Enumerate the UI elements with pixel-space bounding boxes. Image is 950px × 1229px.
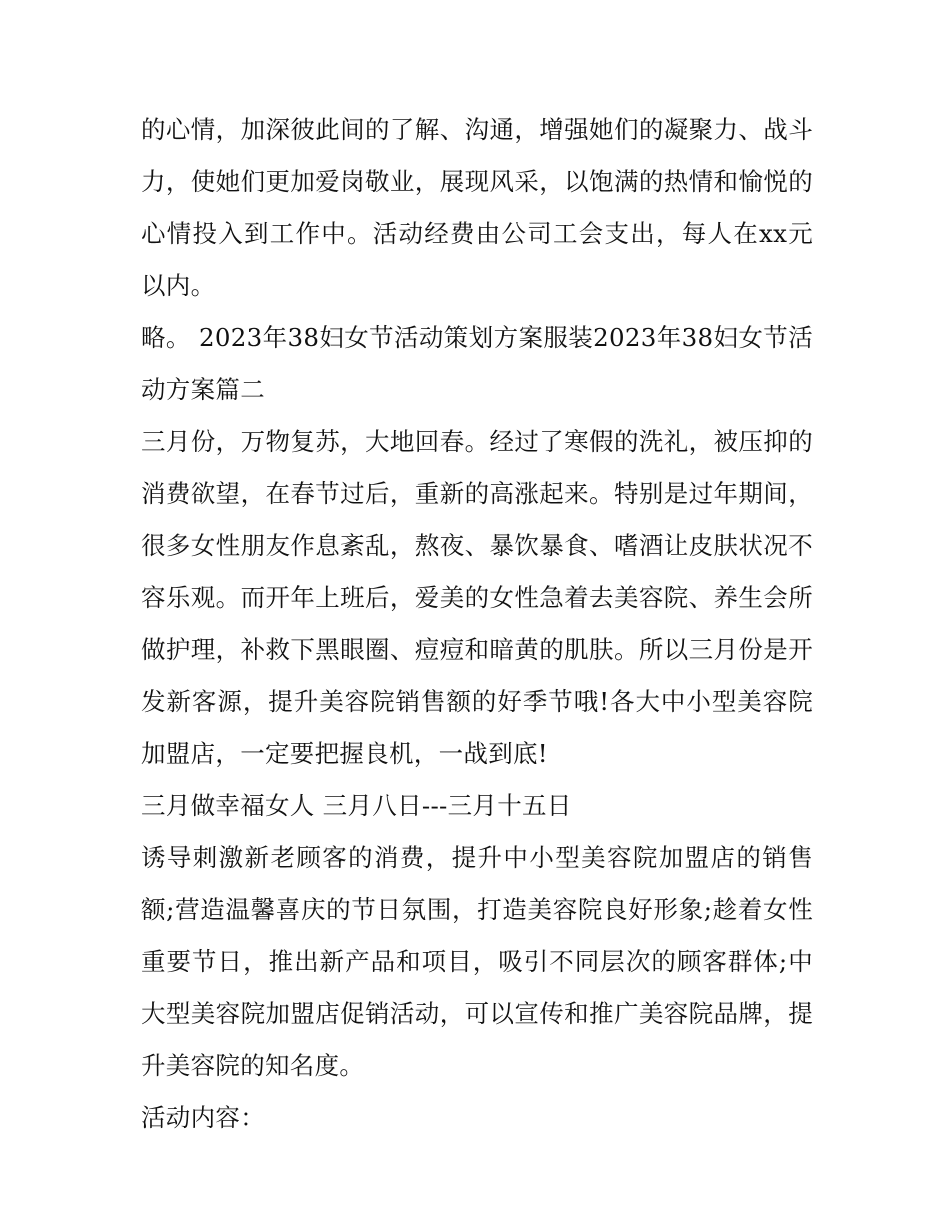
paragraph-activity-theme: 三月做幸福女人 三月八日---三月十五日 xyxy=(141,791,572,820)
paragraph-activity-content-label: 活动内容： xyxy=(141,1103,265,1132)
paragraph-activity-purpose: 诱导刺激新老顾客的消费，提升中小型美容院加盟店的销售额;营造温馨喜庆的节日氛围，打造美容院良好形象;趁着女性重要节日，推出新产品和项目，吸引不同层次的顾客群体;中大型美容院加盟店促销活动，可以宣传和推广美容院品牌，提升美容院的知名度。 xyxy=(141,843,813,1080)
paragraph-mood-closing: 的心情，加深彼此间的了解、沟通，增强她们的凝聚力、战斗力，使她们更加爱岗敬业，展现风采，以饱满的热情和愉悦的心情投入到工作中。活动经费由公司工会支出，每人在xx元以内。 xyxy=(141,115,813,300)
paragraph-march-background: 三月份，万物复苏，大地回春。经过了寒假的洗礼，被压抑的消费欲望，在春节过后，重新的高涨起来。特别是过年期间，很多女性朋友作息紊乱，熬夜、暴饮暴食、嗜酒让皮肤状况不容乐观。而开年上班后，爱美的女性急着去美容院、养生会所做护理，补救下黑眼圈、痘痘和暗黄的肌肤。所以三月份是开发新客源，提升美容院销售额的好季节哦!各大中小型美容院加盟店，一定要把握良机，一战到底! xyxy=(141,427,813,768)
document-body xyxy=(141,104,813,1144)
paragraph-section-title: 略。 2023年38妇女节活动策划方案服装2023年38妇女节活动方案篇二 xyxy=(141,323,813,404)
